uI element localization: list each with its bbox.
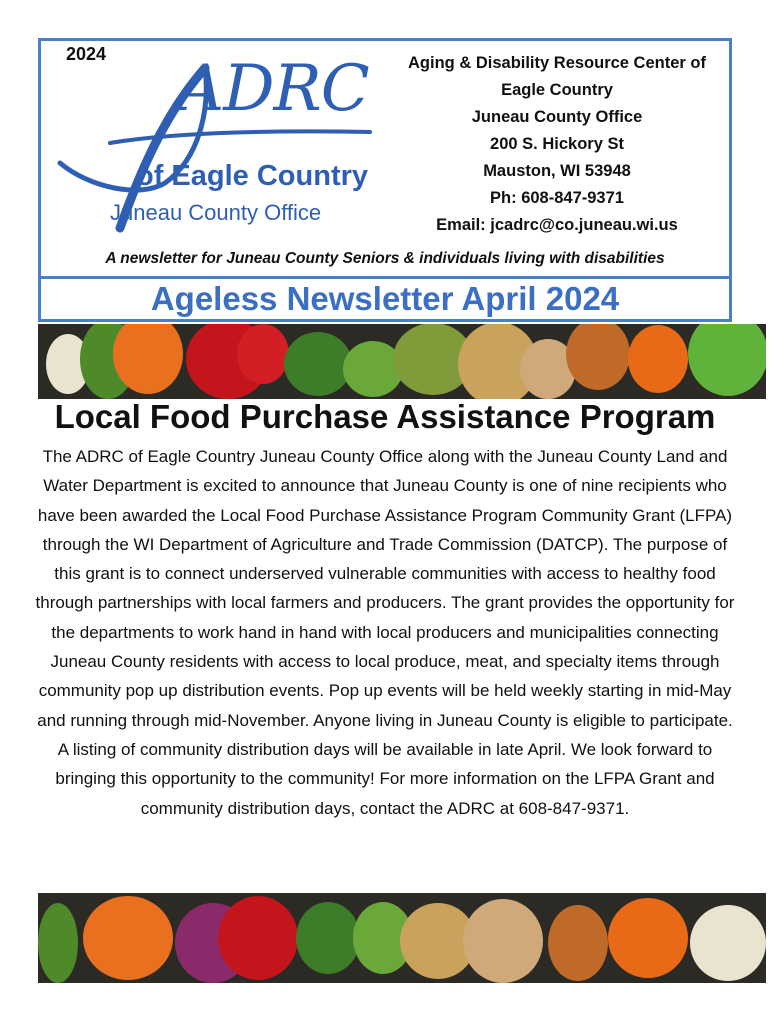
article-title: Local Food Purchase Assistance Program (54, 398, 716, 435)
tagline: A newsletter for Juneau County Seniors & individuals living with disabilities (105, 250, 665, 267)
address-line-email[interactable]: Email: jcadrc@co.juneau.wi.us (436, 216, 678, 234)
address-line-org2: Eagle Country (501, 81, 613, 99)
logo-adrc-text: ADRC (178, 52, 369, 126)
address-line-org: Aging & Disability Resource Center of (408, 54, 706, 72)
vegetables-photo-bottom (38, 893, 766, 983)
logo-eagle-country-text: of Eagle Country (136, 160, 369, 192)
address-line-street: 200 S. Hickory St (490, 135, 624, 153)
address-line-phone: Ph: 608-847-9371 (490, 189, 624, 207)
title-divider (40, 276, 730, 279)
vegetables-photo-top (38, 324, 766, 399)
logo-office-text: Juneau County Office (110, 200, 322, 225)
newsletter-title: Ageless Newsletter April 2024 (150, 280, 620, 317)
address-line-office: Juneau County Office (471, 108, 643, 126)
article-body: The ADRC of Eagle Country Juneau County Office along with the Juneau County Land and Water Department is excited to announce that Juneau County is one of nine recipients who have been awarded the Local Food Purchase Assistance Program Community Grant (LFPA) through the WI Department of Agriculture and Trade Commission (DATCP). The purpose of this grant is to connect underserved vulnerable communities with access to healthy food through partnerships with local farmers and producers. The grant provides the opportunity for the departments to work hand in hand with local producers and municipalities connecting Juneau County residents with access to local produce, meat, and specialty items through community pop up distribution events. Pop up events will be held weekly starting in mid-May and running through mid-November. Anyone living in Juneau County is eligible to participate. A listing of community distribution days will be available in late April. We look forward to bringing this opportunity to the community! For more information on the LFPA Grant and community distribution days, contact the ADRC at 608-847-9371. (35, 447, 735, 818)
year-label: 2024 (66, 44, 107, 64)
address-line-city: Mauston, WI 53948 (483, 162, 631, 180)
